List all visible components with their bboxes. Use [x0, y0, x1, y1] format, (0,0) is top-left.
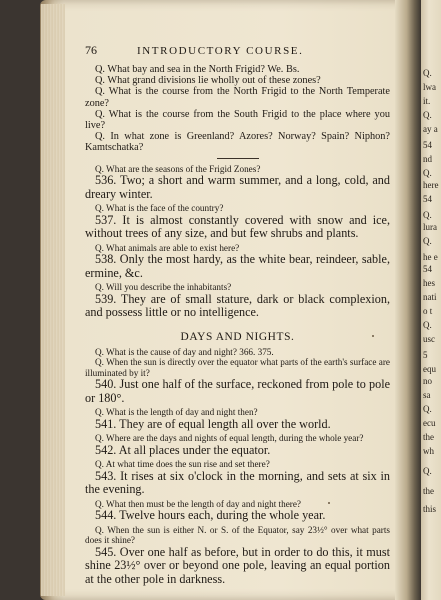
question: Q. When the sun is directly over the equator what parts of the earth's surface are illuminated by it? [85, 357, 390, 378]
days-nights-items [85, 347, 390, 587]
next-page-fragment: 54 [423, 140, 432, 150]
answer: 540. Just one half of the surface, reckoned from pole to pole or 180°. [85, 377, 390, 405]
question: Q. What is the length of day and night then? [95, 407, 258, 418]
answer: 543. It rises at six o'clock in the morning, and sets at six in the evening. [85, 468, 390, 497]
question: Q. What grand divisions lie wholly out of these zones? [95, 75, 321, 87]
answer: 539. They are of small stature, dark or black complexion, and possess little or no intelligence. [85, 291, 390, 320]
answer: 544. Twelve hours each, during the whole year. [95, 508, 326, 523]
next-page-fragment: Q. [423, 68, 432, 78]
book-gutter [395, 0, 421, 600]
section-title: DAYS AND NIGHTS. [180, 331, 295, 343]
next-page-fragment: equ [423, 364, 436, 374]
frigid-zone-items [85, 164, 390, 320]
paper-speck [328, 502, 330, 504]
page-edges [41, 4, 65, 596]
question: Q. When the sun is either N. or S. of the Equator, say 23½° over what parts does it shine? [85, 525, 390, 546]
next-page-fragment: ay a [423, 124, 438, 134]
next-page-fragment: Q. [423, 320, 432, 330]
answer: 542. At all places under the equator. [95, 442, 271, 457]
question: Q. What is the course from the North Frigid to the North Temperate zone? [85, 86, 390, 109]
next-page-fragment: Q. [423, 110, 432, 120]
next-page-fragment: usc [423, 334, 435, 344]
answer: 536. Two; a short and warm summer, and a long, cold, and dreary winter. [85, 173, 390, 201]
next-page-fragment: sa [423, 390, 431, 400]
divider-rule [217, 158, 259, 159]
question: Q. What animals are able to exist here? [95, 242, 240, 253]
next-page-fragment: wh [423, 446, 434, 456]
question: Q. What is the course from the South Frigid to the place where you live? [85, 108, 390, 132]
answer: 538. Only the most hardy, as the white bear, reindeer, sable, ermine, &c. [85, 252, 390, 280]
page-text [85, 43, 390, 589]
answer: 541. They are of equal length all over the world. [95, 416, 331, 431]
next-page-fragment: ecu [423, 418, 436, 428]
next-page-fragment: hes [423, 278, 435, 288]
next-page-fragment: 54 [423, 264, 432, 274]
question: Q. What are the seasons of the Frigid Zones? [95, 163, 261, 174]
page-number: 76 [85, 43, 97, 57]
next-page-fragment: it. [423, 96, 431, 106]
next-page-fragment: nati [423, 292, 437, 302]
next-page-fragment: 5 [423, 350, 428, 360]
next-page-edge [421, 0, 441, 600]
next-page-fragment: here [423, 180, 439, 190]
question: Q. At what time does the sun rise and set there? [95, 459, 270, 470]
next-page-fragment: Q. [423, 404, 432, 414]
question: Q. Where are the days and nights of equal length, during the whole year? [95, 433, 364, 444]
question: Q. Will you describe the inhabitants? [95, 282, 232, 293]
question: Q. What bay and sea in the North Frigid? We. Bs. [95, 64, 300, 75]
next-page-fragment: lura [423, 222, 437, 232]
next-page-fragment: lwa [423, 82, 436, 92]
page-header [85, 43, 390, 58]
question: Q. What is the cause of day and night? 366. 375. [95, 347, 274, 357]
next-page-fragment: Q. [423, 236, 432, 246]
next-page-fragment: he e [423, 252, 438, 262]
next-page-fragment: o t [423, 306, 433, 316]
next-page-fragment: Q. [423, 210, 432, 220]
paper-speck [372, 335, 374, 337]
next-page-fragment: the [423, 432, 434, 442]
next-page-fragment: this [423, 504, 437, 514]
answer: 537. It is almost constantly covered with snow and ice, without trees of any size, and but few shrubs and plants. [85, 212, 390, 241]
question: Q. What is the face of the country? [95, 203, 224, 214]
top-question-list [85, 64, 390, 154]
next-page-fragment: the [423, 486, 434, 496]
running-head: INTRODUCTORY COURSE. [137, 45, 304, 57]
next-page-fragment: Q. [423, 168, 432, 178]
question: Q. In what zone is Greenland? Azores? Norway? Spain? Niphon? Kamtschatka? [85, 131, 390, 154]
next-page-fragment: Q. [423, 466, 432, 476]
next-page-fragment: nd [423, 154, 432, 164]
question: Q. What then must be the length of day and night there? [95, 499, 301, 509]
answer: 545. Over one half as before, but in order to do this, it must shine 23½° over or beyond one pole, leaving an equal portion at the other pole in darkness. [85, 544, 390, 586]
next-page-fragment: no [423, 376, 432, 386]
next-page-fragment: 54 [423, 194, 432, 204]
